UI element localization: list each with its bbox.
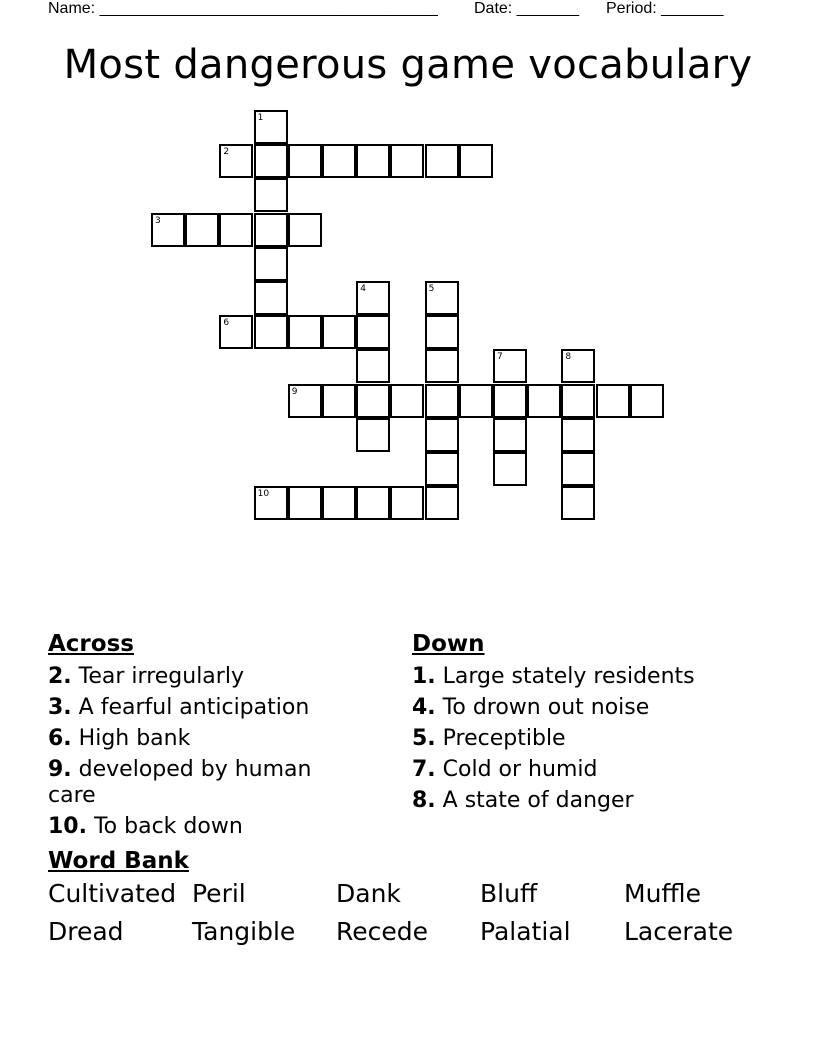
grid-cell[interactable] — [219, 213, 253, 247]
clue-number: 3 — [155, 215, 161, 226]
clue-text: A fearful anticipation — [71, 695, 310, 720]
grid-cell[interactable] — [390, 384, 424, 418]
grid-cell[interactable] — [322, 486, 356, 520]
word-bank-word: Tangible — [192, 917, 296, 946]
clue-text: High bank — [71, 726, 191, 751]
word-bank-heading: Word Bank — [48, 848, 189, 874]
grid-cell[interactable] — [561, 452, 595, 486]
down-heading: Down — [412, 631, 485, 657]
clue-number: 4 — [360, 284, 366, 294]
clue-number-label: 10. — [48, 814, 87, 839]
down-clue-list — [412, 664, 792, 819]
grid-cell[interactable] — [390, 144, 424, 178]
grid-cell[interactable] — [254, 247, 288, 281]
grid-cell[interactable] — [185, 213, 219, 247]
clue-number-label: 3. — [48, 695, 72, 720]
clue-number: 5 — [428, 284, 435, 294]
word-bank-word: Lacerate — [624, 917, 734, 946]
across-clue — [48, 664, 348, 690]
word-bank-word: Peril — [192, 879, 246, 908]
grid-cell[interactable] — [425, 418, 459, 452]
clue-number: 2 — [223, 147, 230, 158]
grid-cell[interactable] — [219, 315, 253, 349]
word-bank-word: Muffle — [624, 879, 701, 908]
clue-text: To back down — [86, 814, 243, 839]
down-clue — [412, 695, 792, 721]
grid-cell[interactable] — [425, 144, 459, 178]
grid-cell[interactable] — [288, 315, 322, 349]
across-clue — [48, 726, 348, 752]
grid-cell[interactable] — [322, 315, 356, 349]
clue-number: 6 — [223, 318, 230, 329]
grid-cell[interactable] — [288, 486, 322, 520]
grid-cell[interactable] — [425, 486, 459, 520]
grid-cell[interactable] — [425, 315, 459, 349]
clue-number-label: 4. — [412, 695, 436, 720]
grid-cell[interactable] — [288, 213, 322, 247]
grid-cell[interactable] — [322, 144, 356, 178]
grid-cell[interactable] — [596, 384, 630, 418]
grid-cell[interactable] — [254, 213, 288, 247]
grid-cell[interactable] — [561, 418, 595, 452]
grid-cell[interactable] — [356, 486, 390, 520]
grid-cell[interactable] — [356, 418, 390, 452]
grid-cell[interactable] — [288, 384, 322, 418]
grid-cell[interactable] — [356, 144, 390, 178]
grid-cell[interactable] — [459, 144, 493, 178]
clue-text: A state of danger — [435, 788, 634, 813]
across-clue — [48, 757, 348, 809]
clue-number-label: 6. — [48, 726, 72, 751]
clue-number: 7 — [497, 352, 503, 363]
grid-cell[interactable] — [390, 486, 424, 520]
clue-text: Preceptible — [435, 726, 566, 751]
grid-cell[interactable] — [561, 486, 595, 520]
date-field-label: Date: _______ — [474, 0, 579, 17]
clue-text: developed by human care — [48, 757, 312, 808]
grid-cell[interactable] — [254, 144, 288, 178]
grid-cell[interactable] — [425, 281, 459, 315]
period-field-label: Period: _______ — [606, 0, 724, 17]
clue-number: 9 — [291, 386, 298, 397]
clue-text: To drown out noise — [435, 695, 650, 720]
name-field-label: Name: ______________________________________ — [48, 0, 438, 17]
clue-number-label: 2. — [48, 664, 72, 689]
clue-text: Cold or humid — [435, 757, 598, 782]
grid-cell[interactable] — [254, 110, 288, 144]
page-title: Most dangerous game vocabulary — [63, 42, 753, 88]
grid-cell[interactable] — [493, 418, 527, 452]
across-clue — [48, 695, 348, 721]
clue-text: Tear irregularly — [71, 664, 244, 689]
clue-number-label: 5. — [412, 726, 436, 751]
clue-number: 10 — [257, 489, 270, 500]
word-bank — [48, 880, 768, 946]
grid-cell[interactable] — [425, 384, 459, 418]
across-clue — [48, 814, 348, 840]
clue-text: Large stately residents — [435, 664, 695, 689]
across-heading: Across — [48, 631, 134, 657]
clue-number-label: 7. — [412, 757, 436, 782]
clue-number-label: 1. — [412, 664, 436, 689]
clue-number-label: 9. — [48, 757, 72, 782]
down-clue — [412, 788, 792, 814]
grid-cell[interactable] — [356, 349, 390, 383]
grid-cell[interactable] — [288, 144, 322, 178]
grid-cell[interactable] — [459, 384, 493, 418]
grid-cell[interactable] — [561, 349, 595, 383]
grid-cell[interactable] — [151, 213, 185, 247]
word-bank-word: Cultivated — [48, 879, 177, 908]
clue-number: 8 — [565, 352, 572, 363]
grid-cell[interactable] — [322, 384, 356, 418]
grid-cell[interactable] — [561, 384, 595, 418]
clue-number: 1 — [257, 113, 264, 123]
grid-cell[interactable] — [630, 384, 664, 418]
down-clue — [412, 664, 792, 690]
word-bank-word: Dread — [48, 917, 124, 946]
grid-cell[interactable] — [493, 384, 527, 418]
word-bank-word: Palatial — [480, 917, 571, 946]
grid-cell[interactable] — [493, 452, 527, 486]
word-bank-word: Dank — [336, 879, 401, 908]
grid-cell[interactable] — [527, 384, 561, 418]
grid-cell[interactable] — [493, 349, 527, 383]
word-bank-word: Recede — [336, 917, 429, 946]
word-bank-word: Bluff — [480, 879, 538, 908]
grid-cell[interactable] — [425, 452, 459, 486]
grid-cell[interactable] — [425, 349, 459, 383]
grid-cell[interactable] — [254, 281, 288, 315]
grid-cell[interactable] — [219, 144, 253, 178]
grid-cell[interactable] — [254, 486, 288, 520]
grid-cell[interactable] — [356, 281, 390, 315]
down-clue — [412, 726, 792, 752]
grid-cell[interactable] — [356, 315, 390, 349]
grid-cell[interactable] — [356, 384, 390, 418]
grid-cell[interactable] — [254, 178, 288, 212]
clue-number-label: 8. — [412, 788, 436, 813]
grid-cell[interactable] — [254, 315, 288, 349]
down-clue — [412, 757, 792, 783]
across-clue-list — [48, 664, 348, 845]
